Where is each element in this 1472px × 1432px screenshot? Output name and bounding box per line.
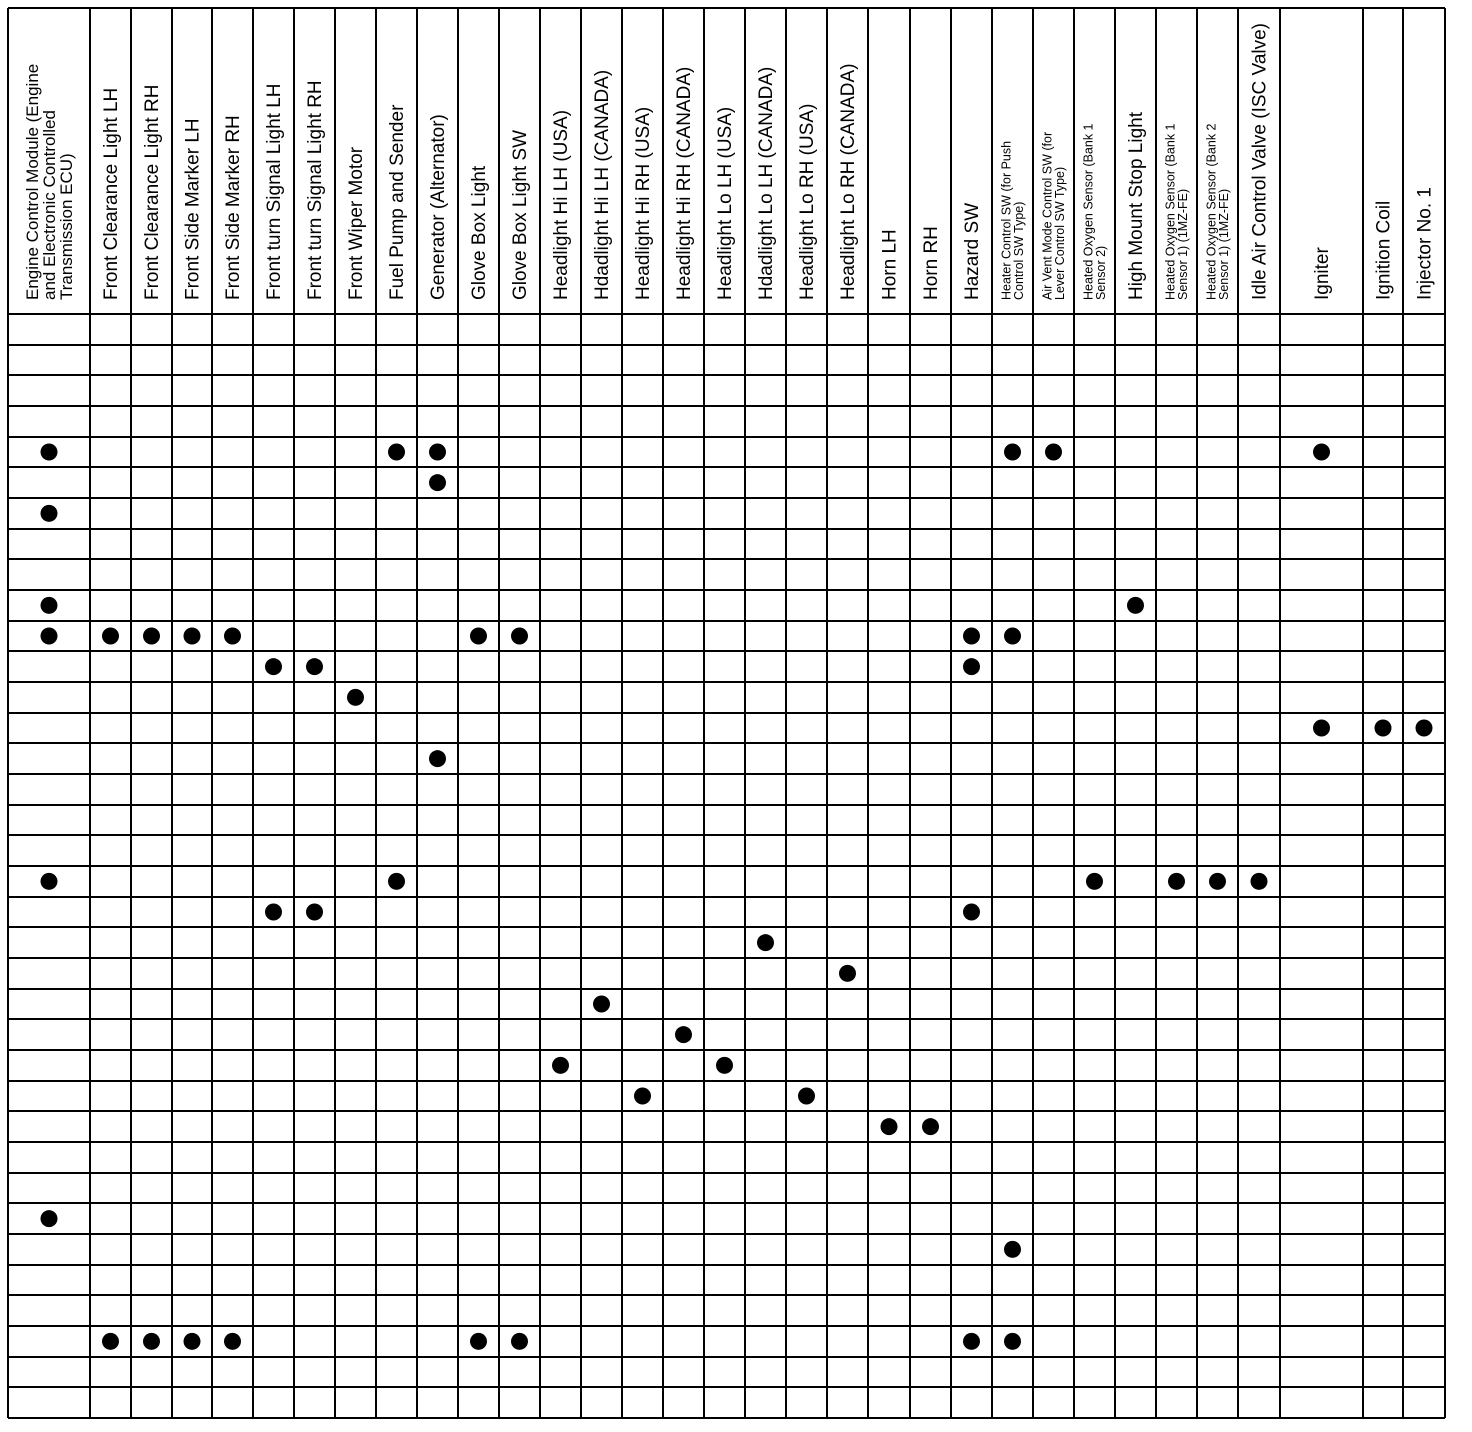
connection-dot [429,750,446,767]
connection-dot [511,1333,528,1350]
column-header-0-line-2: Transmission ECU) [56,153,76,300]
connection-dot [41,1210,58,1227]
column-header-11-line-0: Glove Box Light SW [510,129,532,300]
connection-dot [306,904,323,921]
connection-dot [306,658,323,675]
column-header-2-line-0: Front Clearance Light RH [142,84,164,300]
connection-dot [511,628,528,645]
connection-dot [470,1333,487,1350]
connection-dot [1045,444,1062,461]
connection-dot [143,628,160,645]
connection-dot [143,1333,160,1350]
column-header-15-line-0: Headlight Hi RH (CANADA) [674,66,696,300]
column-header-25-line-0: Heated Oxygen Sensor (Bank 1 [1081,123,1096,300]
connection-dot [1168,873,1185,890]
connection-dot [1004,628,1021,645]
column-header-8-line-0: Fuel Pump and Sender [387,104,409,300]
column-header-3-line-0: Front Side Marker LH [182,118,204,300]
column-header-17-line-0: Hdadlight Lo LH (CANADA) [756,66,778,300]
connection-dot [1313,720,1330,737]
connection-dot [675,1026,692,1043]
connection-dot [265,904,282,921]
column-header-21-line-0: Horn RH [921,226,943,300]
column-header-14-line-0: Headlight Hi RH (USA) [633,106,655,300]
connection-dot [41,505,58,522]
column-header-0-line-1: and Electronic Controlled [39,110,59,300]
connection-dot [1004,1241,1021,1258]
connection-dot [552,1057,569,1074]
column-header-16-line-0: Headlight Lo LH (USA) [715,106,737,300]
connection-dot [963,1333,980,1350]
connection-dot [1416,720,1433,737]
connection-dot [102,1333,119,1350]
column-header-27-line-0: Heated Oxygen Sensor (Bank 1 [1163,123,1178,300]
column-header-5-line-0: Front turn Signal Light LH [264,83,286,300]
connection-dot [1251,873,1268,890]
column-header-30-line-0: Igniter [1312,247,1334,300]
connection-dot [470,628,487,645]
connection-dot [41,597,58,614]
column-header-32-line-0: Injector No. 1 [1414,187,1436,300]
column-header-7-line-0: Front Wiper Motor [346,146,368,300]
connection-dot [1313,444,1330,461]
column-header-19-line-0: Headlight Lo RH (CANADA) [838,63,860,300]
connection-dot [41,873,58,890]
connection-dot [429,444,446,461]
column-header-27-line-1: Sensor 1) (1MZ-FE) [1176,188,1191,300]
column-header-6-line-0: Front turn Signal Light RH [305,80,327,300]
column-header-10-line-0: Glove Box Light [469,165,491,300]
column-header-28-line-1: Sensor 1) (1MZ-FE) [1217,188,1232,300]
connection-dot [798,1088,815,1105]
connection-dot [963,904,980,921]
connection-dot [184,1333,201,1350]
connection-dot [963,658,980,675]
connection-dot [224,628,241,645]
connection-dot [634,1088,651,1105]
connection-dot [102,628,119,645]
connection-dot [388,873,405,890]
connection-dot [265,658,282,675]
connection-dot [593,996,610,1013]
connection-dot [1086,873,1103,890]
connection-dot [1127,597,1144,614]
column-header-13-line-0: Hdadlight Hi LH (CANADA) [592,69,614,300]
connection-dot [429,474,446,491]
connection-dot [1209,873,1226,890]
column-header-23-line-0: Heater Control SW (for Push [999,140,1014,300]
connection-dot [1004,1333,1021,1350]
connection-dot [41,628,58,645]
connection-dot [184,628,201,645]
column-header-23-line-1: Control SW Type) [1012,201,1027,300]
connection-dot [347,689,364,706]
connection-dot [41,444,58,461]
connection-dot [1004,444,1021,461]
column-headers [23,23,1436,300]
column-header-9-line-0: Generator (Alternator) [428,114,450,300]
column-header-26-line-0: High Mount Stop Light [1126,111,1148,300]
column-header-24-line-0: Air Vent Mode Control SW (for [1040,131,1055,300]
column-header-1-line-0: Front Clearance Light LH [101,87,123,301]
column-header-12-line-0: Headlight Hi LH (USA) [551,109,573,300]
connection-dot [881,1118,898,1135]
column-header-29-line-0: Idle Air Control Valve (ISC Valve) [1249,22,1271,300]
connection-dot [757,934,774,951]
column-header-22-line-0: Hazard SW [962,202,984,300]
column-header-28-line-0: Heated Oxygen Sensor (Bank 2 [1204,123,1219,300]
column-header-31-line-0: Ignition Coil [1373,200,1395,300]
column-header-25-line-1: Sensor 2) [1094,245,1109,300]
connection-dot [1375,720,1392,737]
column-header-24-line-1: Lever Control SW Type) [1053,166,1068,300]
connection-dot [963,628,980,645]
connection-dot [839,965,856,982]
connection-dot [922,1118,939,1135]
column-header-0-line-0: Engine Control Module (Engine [22,63,42,301]
connection-dot [388,444,405,461]
column-header-20-line-0: Horn LH [879,229,901,300]
connection-dot [716,1057,733,1074]
column-header-4-line-0: Front Side Marker RH [223,115,245,300]
connection-dot [224,1333,241,1350]
column-header-18-line-0: Headlight Lo RH (USA) [797,103,819,300]
